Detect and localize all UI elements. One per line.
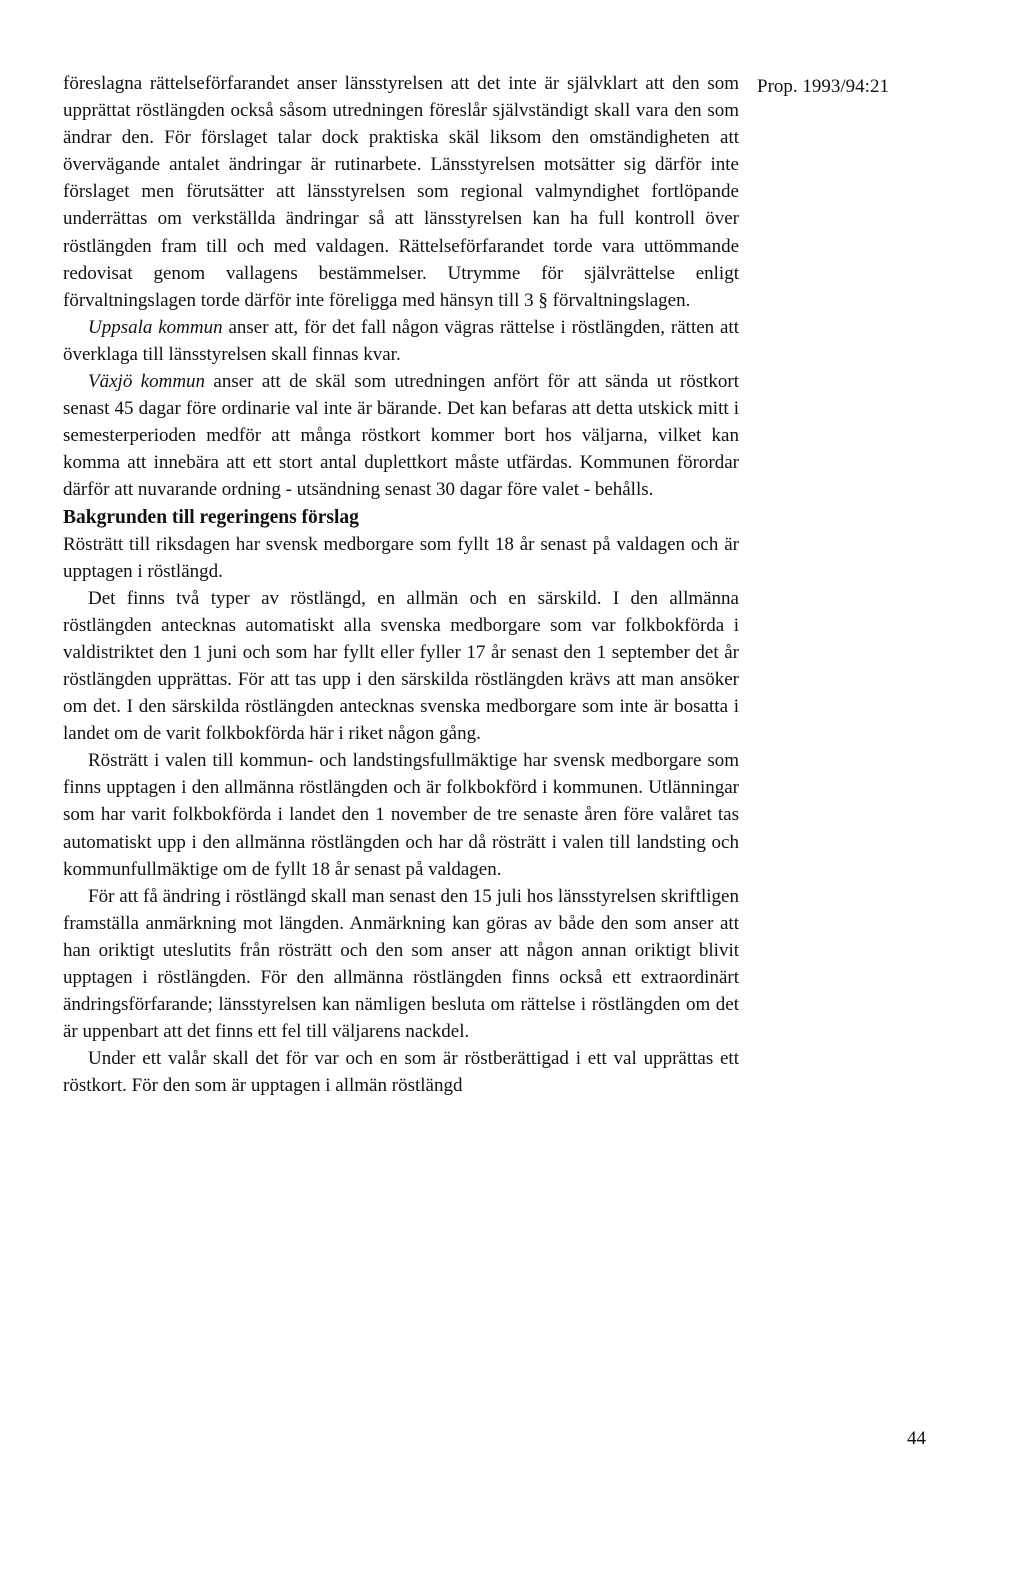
paragraph-uppsala	[63, 314, 739, 368]
paragraph-lansstyrelsen: föreslagna rättelseförfarandet anser länsstyrelsen att det inte är självklart att den som upprättat röstlängden också såsom utredningen föreslår självständigt skall vara den som ändrar den. För förslaget talar dock praktiska skäl liksom den omständigheten att övervägande antalet ändringar är rutinarbete. Länsstyrelsen motsätter sig därför inte förslaget men förutsätter att länsstyrelsen som regional valmyndighet fortlöpande underrättas om verkställda ändringar så att länsstyrelsen kan ha full kontroll över röstlängden fram till och med valdagen. Rättelseförfarandet torde vara uttömmande redovisat genom vallagens bestämmelser. Utrymme för självrättelse enligt förvaltningslagen torde därför inte föreligga med hänsyn till 3 § förvaltningslagen.	[63, 73, 739, 311]
page-number: 44	[907, 1428, 926, 1449]
uppsala-text: anser att, för det fall någon vägras rättelse i röstlängden, rätten att överklaga till länsstyrelsen skall finnas kvar.	[63, 316, 739, 365]
vaxjo-text: anser att de skäl som utredningen anfört för att sända ut röstkort senast 45 dagar före ordinarie val inte är bärande. Det kan befaras att detta utskick mitt i semesterperioden medför att många röstkort kommer bort hos väljarna, vilket kan komma att innebära att ett stort antal duplettkort måste utfärdas. Kommunen förordar därför att nuvarande ordning - utsändning senast 30 dagar före valet - behålls.	[63, 371, 739, 501]
paragraph-rostkort: Under ett valår skall det för var och en som är röstberättigad i ett val upprättas ett röstkort. För den som är upptagen i allmän röstlängd	[63, 1048, 739, 1097]
section-heading: Bakgrunden till regeringens förslag	[63, 506, 359, 528]
body-text	[63, 70, 739, 1099]
paragraph-rostratt-kommun: Rösträtt i valen till kommun- och landstingsfullmäktige har svensk medborgare som finns upptagen i den allmänna röstlängden och är folkbokförd i kommunen. Utlänningar som har varit folkbokförda i landet den 1 november de tre senaste åren före valåret tas automatiskt upp i den allmänna röstlängden och har då rösträtt i valen till landsting och kommunfullmäktige om de fyllt 18 år senast på valdagen.	[63, 750, 739, 880]
proposition-reference: Prop. 1993/94:21	[757, 76, 889, 97]
paragraph-andring: För att få ändring i röstlängd skall man senast den 15 juli hos länsstyrelsen skriftligen framställa anmärkning mot längden. Anmärkning kan göras av både den som anser att han oriktigt uteslutits från rösträtt och den som anser att någon annan oriktigt blivit upptagen i röstlängden. För den allmänna röstlängden finns också ett extraordinärt ändringsförfarande; länsstyrelsen kan nämligen besluta om rättelse i röstlängden om det är uppenbart att det finns ett fel till väljarens nackdel.	[63, 885, 739, 1043]
uppsala-kommun-label: Uppsala kommun	[88, 316, 223, 338]
vaxjo-kommun-label: Växjö kommun	[88, 371, 206, 393]
paragraph-rostlangd-typer: Det finns två typer av röstlängd, en allmän och en särskild. I den allmänna röstlängden antecknas automatiskt alla svenska medborgare som var folkbokförda i valdistriktet den 1 juni och som har fyllt eller fyller 17 år senast den 1 september det år röstlängden upprättas. För att tas upp i den särskilda röstlängden krävs att man ansöker om det. I den särskilda röstlängden antecknas svenska medborgare som inte är bosatta i landet om de varit folkbokförda här i riket någon gång.	[63, 587, 739, 745]
paragraph-rostratt-riksdagen: Rösträtt till riksdagen har svensk medborgare som fyllt 18 år senast på valdagen och är upptagen i röstlängd.	[63, 533, 739, 582]
paragraph-vaxjo	[63, 368, 739, 503]
